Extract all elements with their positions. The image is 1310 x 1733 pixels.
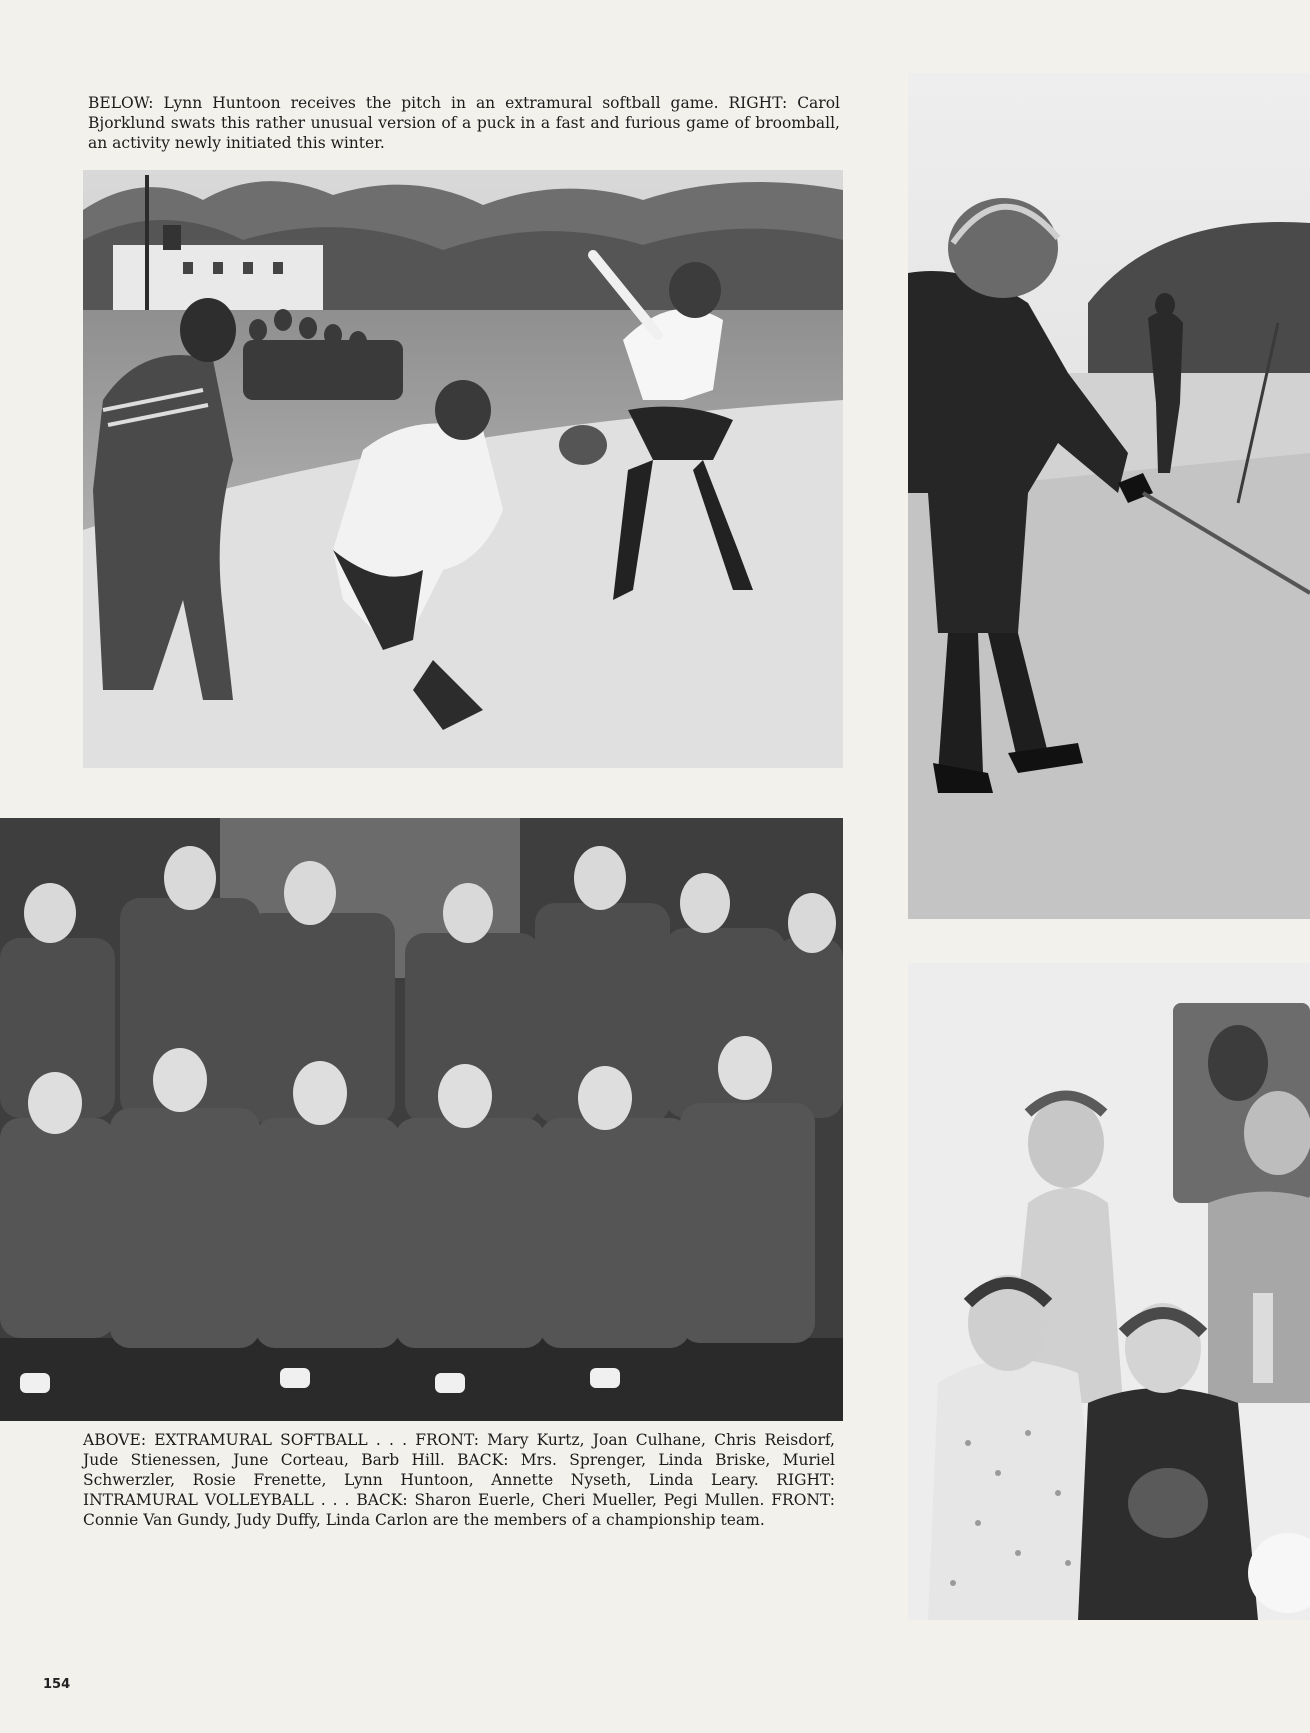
softball-game-photo bbox=[83, 170, 843, 768]
extramural-softball-team-photo bbox=[0, 818, 843, 1421]
caption-softball-broomball: BELOW: Lynn Huntoon receives the pitch in an extramural softball game. RIGHT: Carol Bjorklund swats this rather unusual version of a puck in a fast and furious game of broomball, an activity newly initiated this winter. bbox=[88, 94, 840, 152]
intramural-volleyball-team-photo bbox=[908, 963, 1310, 1620]
caption-team-rosters: ABOVE: EXTRAMURAL SOFTBALL . . . FRONT: Mary Kurtz, Joan Culhane, Chris Reisdorf, Jude Stienessen, June Corteau, Barb Hill. BACK: Mrs. Sprenger, Linda Briske, Muriel Schwerzler, Rosie Frenette, Lynn Huntoon, Annette Nyseth, Linda Leary. RIGHT: INTRAMURAL VOLLEYBALL . . . BACK: Sharon Euerle, Cheri Mueller, Pegi Mullen. FRONT: Connie Van Gundy, Judy Duffy, Linda Carlon are the members of a championship team. bbox=[83, 1431, 835, 1529]
page-number: 154 bbox=[43, 1677, 71, 1692]
broomball-game-photo bbox=[908, 73, 1310, 919]
